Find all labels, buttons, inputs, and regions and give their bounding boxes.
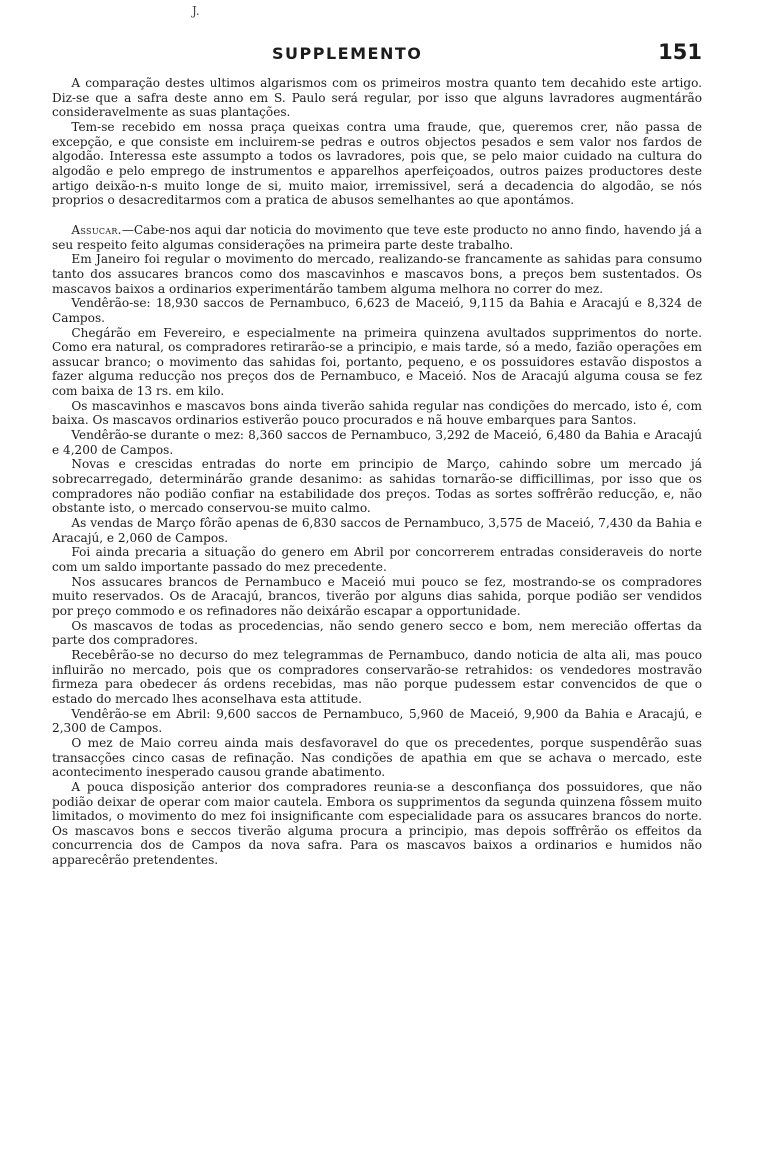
- section-heading: Assucar.: [71, 222, 122, 237]
- paragraph: Recebêrão-se no decurso do mez telegrammas de Pernambuco, dando noticia de alta ali, mas pouco influirão no mercado, pois que os compradores conservarão-se retrahidos: os vendedores mostravão firmeza para obedecer ás ordens recebidas, mas não porque pudessem estar convencidos de que o estado do mercado lhes aconselhava esta attitude.: [52, 647, 702, 706]
- body-text: [52, 76, 702, 868]
- paragraph: Em Janeiro foi regular o movimento do mercado, realizando-se francamente as sahidas para consumo tanto dos assucares brancos como dos mascavinhos e mascavos bons, a preços bem sustentados. Os mascavos baixos a ordinarios experimentárão tambem alguma melhora no correr do mez.: [52, 252, 702, 296]
- paragraph: Tem-se recebido em nossa praça queixas contra uma fraude, que, queremos crer, não passa de excepção, e que consiste em incluirem-se pedras e outros objectos pesados e sem valor nos fardos de algodão. Interessa este assumpto a todos os lavradores, pois que, se pelo maior cuidado na cultura do algodão e pelo emprego de instrumentos e apparelhos aperfeiçoados, outros paizes productores deste artigo deixão-n-s muito longe de si, muito maior, irremissivel, será a decadencia do algodão, se nós proprios o desacreditarmos com a pratica de abusos semelhantes ao que apontámos.: [52, 119, 702, 208]
- document-page: [52, 0, 702, 1160]
- paragraph: O mez de Maio correu ainda mais desfavoravel do que os precedentes, porque suspendêrão suas transacções cinco casas de refinação. Nas condições de apathia em que se achava o mercado, este acontecimento inesperado causou grande abatimento.: [52, 735, 702, 780]
- page-header: [52, 40, 702, 68]
- paragraph: Chegárão em Fevereiro, e especialmente na primeira quinzena avultados supprimentos do norte. Como era natural, os compradores retirarão-se a principio, e mais tarde, só a medo, fazião operações em assucar branco; o movimento das sahidas foi, portanto, pequeno, e os possuidores estavão dispostos a fazer alguma reducção nos preços dos de Pernambuco, e Maceió. Nos de Aracajú alguma cousa se fez com baixa de 13 rs. em kilo.: [52, 325, 702, 399]
- paragraph: Vendêrão-se em Abril: 9,600 saccos de Pernambuco, 5,960 de Maceió, 9,900 da Bahia e Aracajú, e 2,300 de Campos.: [52, 706, 702, 736]
- paragraph: Foi ainda precaria a situação do genero em Abril por concorrerem entradas consideraveis do norte com um saldo importante passado do mez precedente.: [52, 545, 702, 574]
- top-mark: J.: [192, 4, 200, 18]
- paragraph: Os mascavos de todas as procedencias, não sendo genero secco e bom, nem merecião offertas da parte dos compradores.: [52, 618, 702, 648]
- paragraph: A pouca disposição anterior dos compradores reunia-se a desconfiança dos possuidores, que não podião deixar de operar com maior cautela. Embora os supprimentos da segunda quinzena fôssem muito limitados, o movimento do mez foi insignificante com especialidade para os assucares brancos do norte. Os mascavos bons e seccos tiverão alguma procura a principio, mas depois soffrêrão os effeitos da concurrencia dos de Campos da nova safra. Para os mascavos baixos a ordinarios e humidos não apparecêrão pretendentes.: [52, 779, 702, 868]
- paragraph: Vendêrão-se: 18,930 saccos de Pernambuco, 6,623 de Maceió, 9,115 da Bahia e Aracajú e 8,324 de Campos.: [52, 296, 702, 325]
- paragraph: Nos assucares brancos de Pernambuco e Maceió mui pouco se fez, mostrando-se os compradores muito reservados. Os de Aracajú, brancos, tiverão por alguns dias sahida, porque podião ser vendidos por preço commodo e os refinadores não deixárão escapar a opportunidade.: [52, 574, 702, 618]
- running-title: SUPPLEMENTO: [272, 44, 423, 63]
- paragraph: Vendêrão-se durante o mez: 8,360 saccos de Pernambuco, 3,292 de Maceió, 6,480 da Bahia e Aracajú e 4,200 de Campos.: [52, 428, 702, 457]
- paragraph: A comparação destes ultimos algarismos com os primeiros mostra quanto tem decahido este artigo. Diz-se que a safra deste anno em S. Paulo será regular, por isso que alguns lavradores augmentárão consideravelmente as suas plantações.: [52, 76, 702, 120]
- paragraph: Novas e crescidas entradas do norte em principio de Março, cahindo sobre um mercado já sobrecarregado, determinárão grande desanimo: as sahidas tornarão-se difficillimas, por isso que os compradores não podião confiar na estabilidade dos preços. Todas as sortes soffrêrão reducção, e, não obstante isto, o mercado conservou-se muito calmo.: [52, 457, 702, 516]
- paragraph: Os mascavinhos e mascavos bons ainda tiverão sahida regular nas condições do mercado, isto é, com baixa. Os mascavos ordinarios estiverão pouco procurados e nã houve embarques para Santos.: [52, 398, 702, 428]
- paragraph: As vendas de Março fôrão apenas de 6,830 saccos de Pernambuco, 3,575 de Maceió, 7,430 da Bahia e Aracajú, e 2,060 de Campos.: [52, 516, 702, 545]
- section-opening-text: —Cabe-nos aqui dar noticia do movimento que teve este producto no anno findo, havendo já a seu respeito feito algumas considerações na primeira parte deste trabalho.: [52, 222, 702, 252]
- section-assucar-opening: [52, 223, 702, 252]
- page-number: 151: [658, 40, 702, 64]
